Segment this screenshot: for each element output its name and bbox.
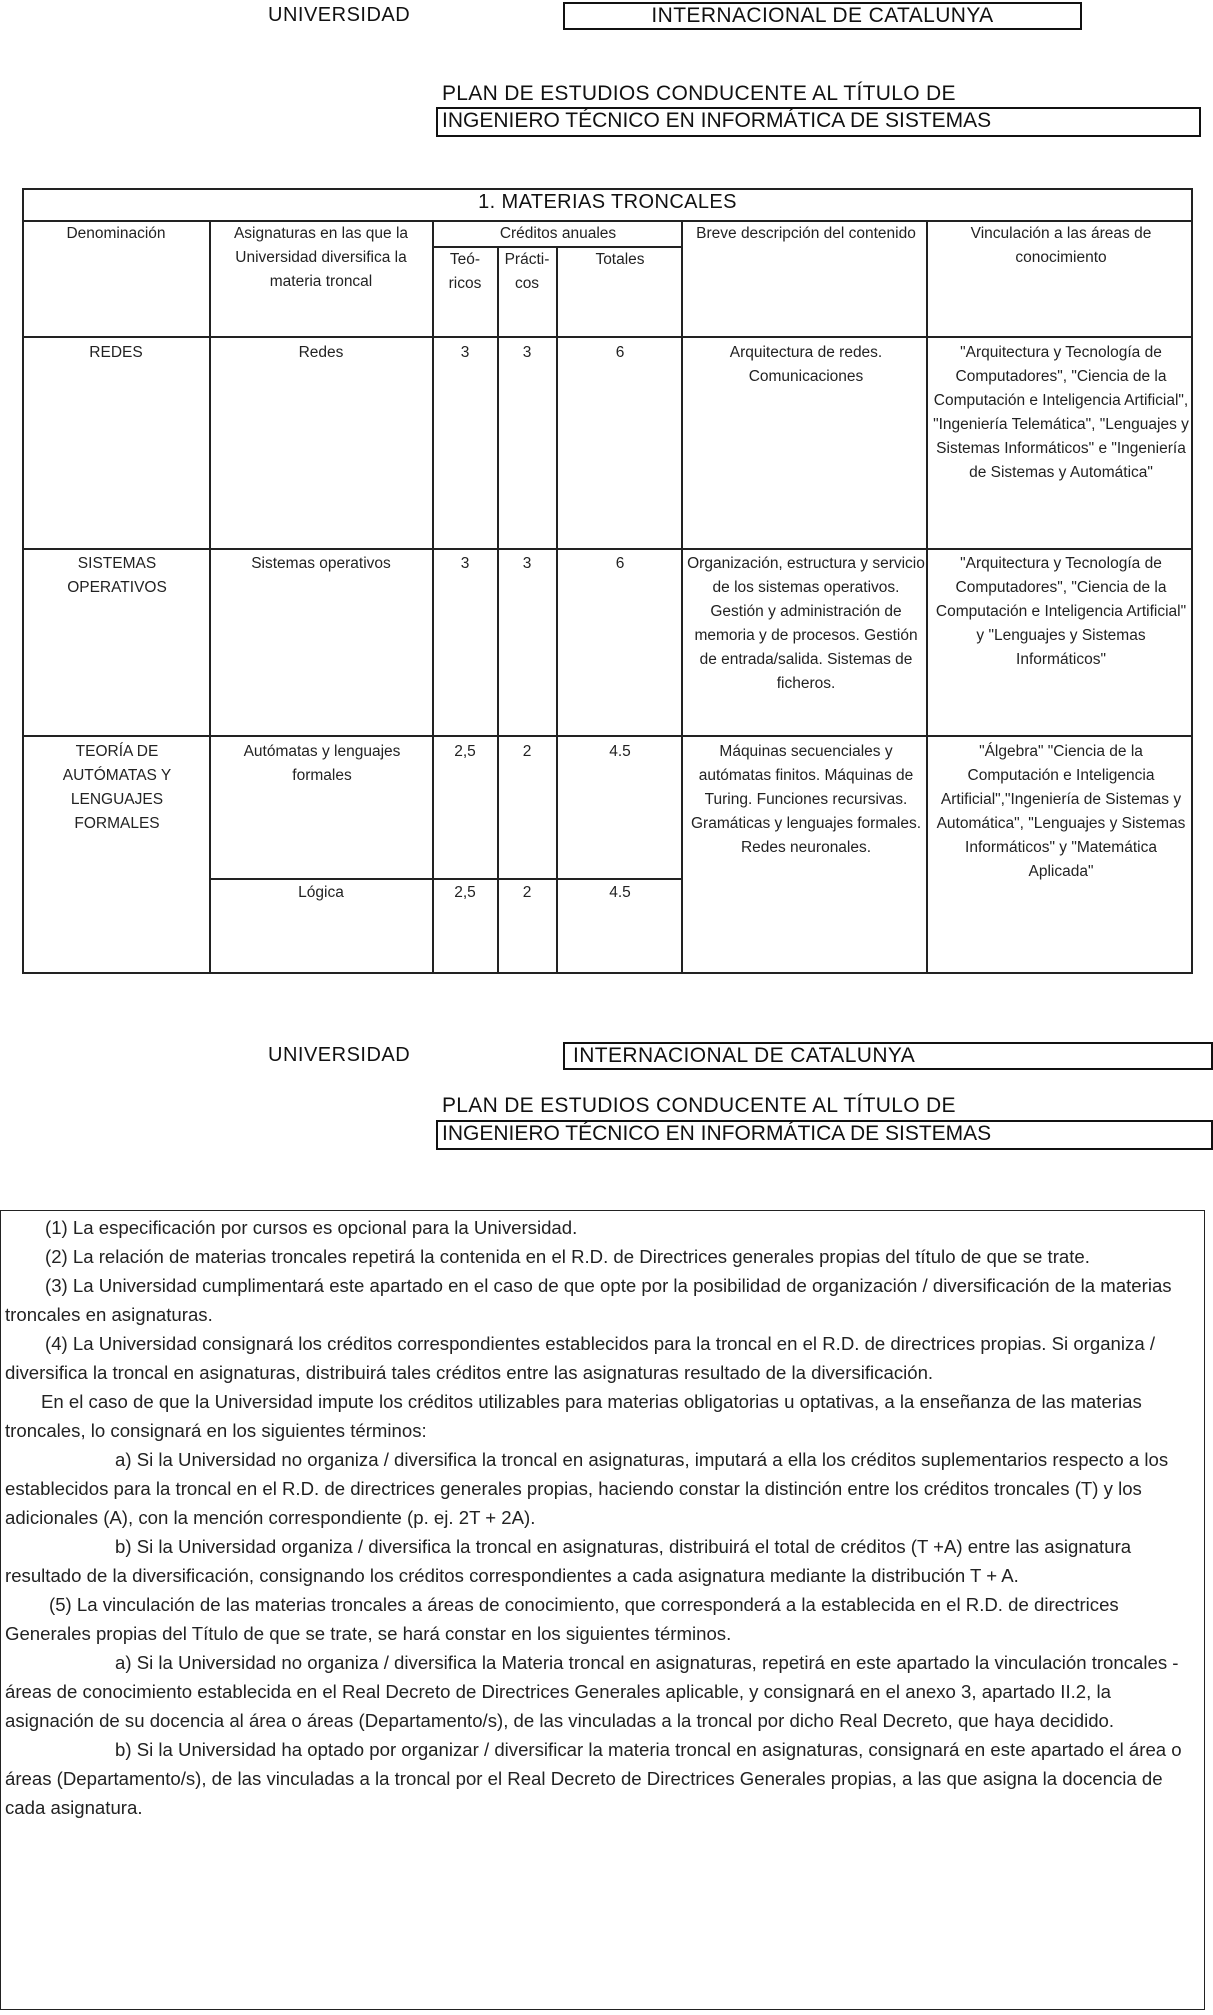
universidad-name-box-2	[563, 1042, 1213, 1070]
section-title: 1. MATERIAS TRONCALES	[478, 191, 737, 213]
header-totales: Totales	[595, 251, 645, 268]
row-redes-practicos: 3	[522, 344, 532, 361]
header-denominacion: Denominación	[66, 225, 166, 242]
row-redes-totales: 6	[615, 344, 625, 361]
universidad-label-2: UNIVERSIDAD	[268, 1044, 411, 1066]
row-redes-descripcion: Arquitectura de redes. Comunicaciones	[729, 344, 883, 385]
universidad-name-2: INTERNACIONAL DE CATALUNYA	[573, 1044, 916, 1067]
row-so-denominacion: SISTEMAS OPERATIVOS	[67, 555, 167, 596]
header-creditos: Créditos anuales	[499, 225, 617, 242]
row-logica-totales: 4.5	[609, 884, 631, 901]
row-teoria-descripcion: Máquinas secuenciales y autómatas finitos. Máquinas de Turing. Funciones recursivas. Gramáticas y lenguajes formales. Redes neuronales.	[690, 743, 921, 856]
header-practicos: Prácti- cos	[504, 251, 550, 292]
header-descripcion: Breve descripción del contenido	[696, 225, 916, 242]
note-5-a: a) Si la Universidad no organiza / diversifica la Materia troncal en asignaturas, repetirá en este apartado la vinculación troncales - áreas de conocimiento establecida en el Real Decreto de Directrices Generales aplicable, y consignará en el anexo 3, apartado II.2, la asignación de su docencia al área o áreas (Departamento/s), de las vinculadas a la troncal por dicho Real Decreto, que haya decidido.	[5, 1652, 1179, 1731]
row-so-descripcion: Organización, estructura y servicio de los sistemas operativos. Gestión y administración de memoria y de procesos. Gestión de entrada/salida. Sistemas de ficheros.	[687, 555, 925, 692]
row-teoria-totales: 4.5	[609, 743, 631, 760]
notes-box	[0, 1210, 1205, 2010]
row-teoria-vinculacion: "Álgebra" "Ciencia de la Computación e Inteligencia Artificial","Ingeniería de Sistemas y Automática", "Lenguajes y Sistemas Informáticos" y "Matemática Aplicada"	[936, 743, 1186, 880]
materias-troncales-table	[22, 188, 1193, 974]
titulo-box-2	[436, 1120, 1213, 1150]
note-4: (4) La Universidad consignará los créditos correspondientes establecidos para la troncal en el R.D. de directrices propias. Si organiza / diversifica la troncal en asignaturas, distribuirá tales créditos entre las asignaturas resultado de la diversificación.	[5, 1333, 1155, 1383]
row-so-totales: 6	[615, 555, 625, 572]
plan-line-2: PLAN DE ESTUDIOS CONDUCENTE AL TÍTULO DE	[442, 1094, 956, 1117]
row-teoria-asignatura: Autómatas y lenguajes formales	[243, 743, 401, 784]
row-so-asignatura: Sistemas operativos	[251, 555, 391, 572]
note-1: (1) La especificación por cursos es opcional para la Universidad.	[45, 1217, 578, 1238]
row-teoria-practicos: 2	[522, 743, 532, 760]
note-4-extra: En el caso de que la Universidad impute los créditos utilizables para materias obligatorias u optativas, a la enseñanza de las materias troncales, lo consignará en los siguientes términos:	[5, 1391, 1142, 1441]
row-so-vinculacion: "Arquitectura y Tecnología de Computadores", "Ciencia de la Computación e Inteligencia Artificial" y "Lenguajes y Sistemas Informáticos"	[935, 555, 1187, 668]
row-teoria-teoricos: 2,5	[454, 743, 476, 760]
header-asignaturas: Asignaturas en las que la Universidad diversifica la materia troncal	[233, 225, 409, 290]
titulo-text: INGENIERO TÉCNICO EN INFORMÁTICA DE SISTEMAS	[442, 109, 992, 132]
row-logica-asignatura: Lógica	[298, 884, 344, 901]
row-redes-vinculacion: "Arquitectura y Tecnología de Computadores", "Ciencia de la Computación e Inteligencia Artificial", "Ingeniería Telemática", "Lenguajes y Sistemas Informáticos" e "Ingeniería de Sistemas y Automática"	[933, 344, 1189, 481]
header-teoricos: Teó- ricos	[448, 251, 482, 292]
titulo-box	[436, 107, 1201, 137]
universidad-name-box	[563, 2, 1082, 30]
note-4-b: b) Si la Universidad organiza / diversifica la troncal en asignaturas, distribuirá el total de créditos (T +A) entre las asignatura resultado de la diversificación, consignando los créditos correspondientes a cada asignatura mediante la distribución T + A.	[5, 1536, 1132, 1586]
universidad-label: UNIVERSIDAD	[268, 4, 411, 26]
row-teoria-denominacion: TEORÍA DE AUTÓMATAS Y LENGUAJES FORMALES	[62, 743, 172, 832]
note-2: (2) La relación de materias troncales repetirá la contenida en el R.D. de Directrices generales propias del título de que se trate.	[45, 1246, 1090, 1267]
row-so-teoricos: 3	[460, 555, 470, 572]
note-5: (5) La vinculación de las materias troncales a áreas de conocimiento, que corresponderá a la establecida en el R.D. de directrices Generales propias del Título de que se trate, se hará constar en los siguientes términos.	[5, 1594, 1119, 1644]
row-logica-practicos: 2	[522, 884, 532, 901]
note-5-b: b) Si la Universidad ha optado por organizar / diversificar la materia troncal en asignaturas, consignará en este apartado el área o áreas (Departamento/s), de las vinculadas a la troncal por el Real Decreto de Directrices Generales propias, a las que asigna la docencia de cada asignatura.	[5, 1739, 1182, 1818]
universidad-name: INTERNACIONAL DE CATALUNYA	[651, 4, 994, 27]
titulo-text-2: INGENIERO TÉCNICO EN INFORMÁTICA DE SISTEMAS	[442, 1122, 992, 1145]
row-redes-denominacion: REDES	[89, 344, 143, 361]
row-logica-teoricos: 2,5	[454, 884, 476, 901]
header-vinculacion: Vinculación a las áreas de conocimiento	[970, 225, 1152, 266]
plan-line: PLAN DE ESTUDIOS CONDUCENTE AL TÍTULO DE	[442, 82, 956, 105]
note-4-a: a) Si la Universidad no organiza / diversifica la troncal en asignaturas, imputará a ella los créditos suplementarios respecto a los establecidos para la troncal en el R.D. de directrices generales propias, haciendo constar la distinción entre los créditos troncales (T) y los adicionales (A), con la mención correspondiente (p. ej. 2T + 2A).	[5, 1449, 1169, 1528]
row-so-practicos: 3	[522, 555, 532, 572]
row-redes-teoricos: 3	[460, 344, 470, 361]
note-3: (3) La Universidad cumplimentará este apartado en el caso de que opte por la posibilidad de organización / diversificación de la materias troncales en asignaturas.	[5, 1275, 1172, 1325]
row-redes-asignatura: Redes	[298, 344, 344, 361]
